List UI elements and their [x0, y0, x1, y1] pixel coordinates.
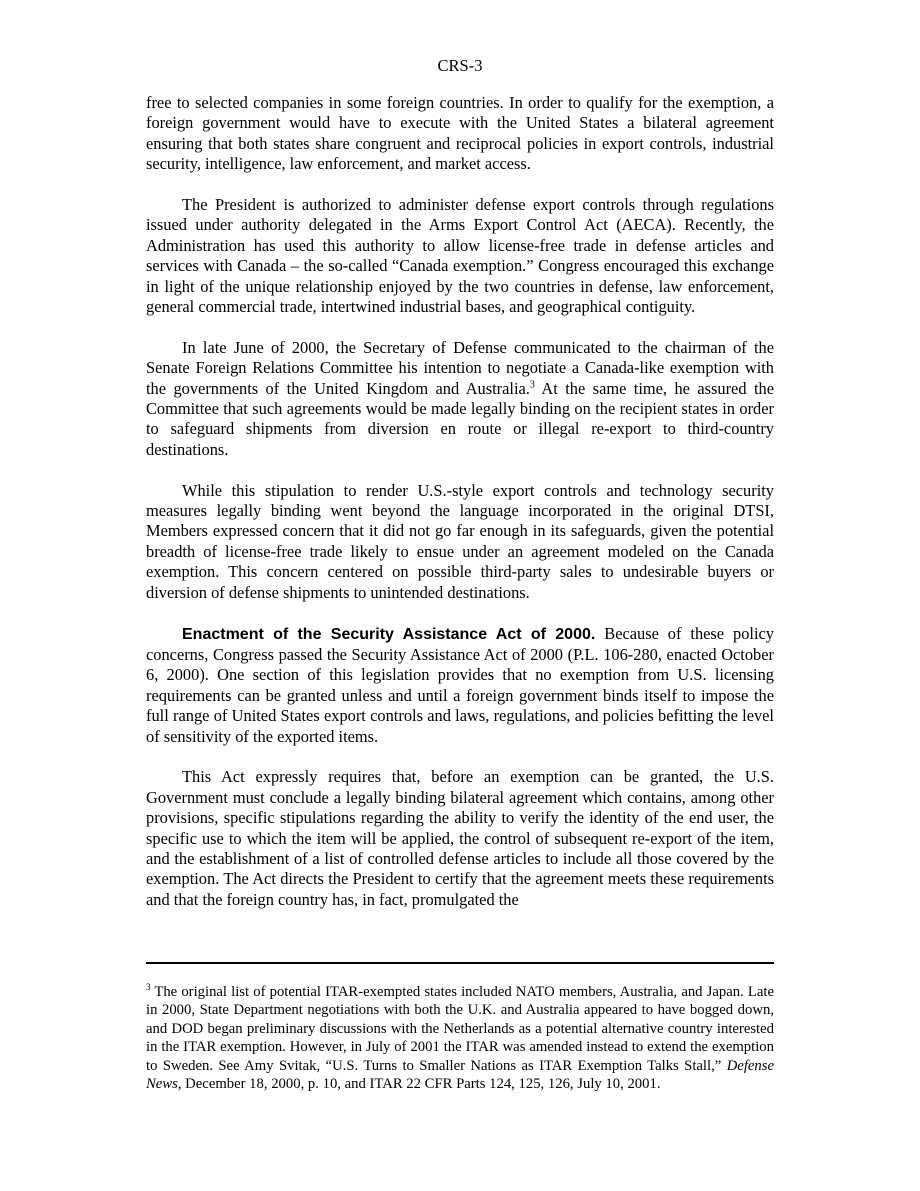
- paragraph-4: While this stipulation to render U.S.-style export controls and technology security measures legally binding went beyond the language incorporated in the original DTSI, Members expressed concern that it did not go far enough in its safeguards, given the potential breadth of license-free trade likely to ensue under an agreement modeled on the Canada exemption. This concern centered on possible third-party sales to undesirable buyers or diversion of defense shipments to unintended destinations.: [146, 480, 774, 602]
- paragraph-5: [146, 624, 774, 747]
- footnote-reference-3: 3: [529, 379, 535, 391]
- paragraph-3-text-a: In late June of 2000, the Secretary of Defense communicated to the chairman of the Senate Foreign Relations Committee his intention to negotiate a Canada-like exemption with the governments of the United Kingdom and Australia.: [146, 337, 774, 398]
- page-header: CRS-3: [437, 56, 483, 75]
- paragraph-5-body: Because of these policy concerns, Congress passed the Security Assistance Act of 2000 (P.L. 106-280, enacted October 6, 2000). One section of this legislation provides that no exemption from U.S. licensing requirements can be granted unless and until a foreign government binds itself to impose the full range of United States export controls and laws, regulations, and policies befitting the level of sensitivity of the exported items.: [146, 623, 774, 746]
- paragraph-1: free to selected companies in some foreign countries. In order to qualify for the exemption, a foreign government would have to execute with the United States a bilateral agreement ensuring that both states share congruent and reciprocal policies in export controls, industrial security, intelligence, law enforcement, and market access.: [146, 93, 774, 174]
- footnote-text-a: The original list of potential ITAR-exempted states included NATO members, Australia, and Japan. Late in 2000, State Department negotiations with both the U.K. and Australia appeared to have bogged down, and DOD began preliminary discussions with the Netherlands as a potential alternative country interested in the ITAR exemption. However, in July of 2001 the ITAR was amended instead to extend the exemption to Sweden. See Amy Svitak, “U.S. Turns to Smaller Nations as ITAR Exemption Talks Stall,”: [146, 984, 774, 1074]
- section-heading: Enactment of the Security Assistance Act of 2000.: [182, 625, 596, 643]
- body-text: [146, 93, 774, 910]
- footnote-marker: 3: [146, 982, 151, 993]
- paragraph-3-text-b: At the same time, he assured the Committee that such agreements would be made legally binding on the recipient states in order to safeguard shipments from diversion en route or illegal re-export to third-country destinations.: [146, 378, 774, 459]
- footnote-text-b: , December 18, 2000, p. 10, and ITAR 22 CFR Parts 124, 125, 126, July 10, 2001.: [177, 1076, 661, 1093]
- paragraph-2: The President is authorized to administer defense export controls through regulations issued under authority delegated in the Arms Export Control Act (AECA). Recently, the Administration has used this authority to allow license-free trade in defense articles and services with Canada – the so-called “Canada exemption.” Congress encouraged this exchange in light of the unique relationship enjoyed by the two countries in defense, law enforcement, general commercial trade, intertwined industrial bases, and geographical contiguity.: [146, 195, 774, 317]
- footnote-divider: [146, 962, 774, 964]
- paragraph-6: This Act expressly requires that, before an exemption can be granted, the U.S. Government must conclude a legally binding bilateral agreement which contains, among other provisions, specific stipulations regarding the ability to verify the identity of the end user, the specific use to which the item will be applied, the control of subsequent re-export of the item, and the establishment of a list of controlled defense articles to include all those covered by the exemption. The Act directs the President to certify that the agreement meets these requirements and that the foreign country has, in fact, promulgated the: [146, 767, 774, 909]
- footnote-publication: Defense News: [146, 1057, 774, 1093]
- footnote-3: [146, 983, 774, 1093]
- paragraph-3: [146, 338, 774, 460]
